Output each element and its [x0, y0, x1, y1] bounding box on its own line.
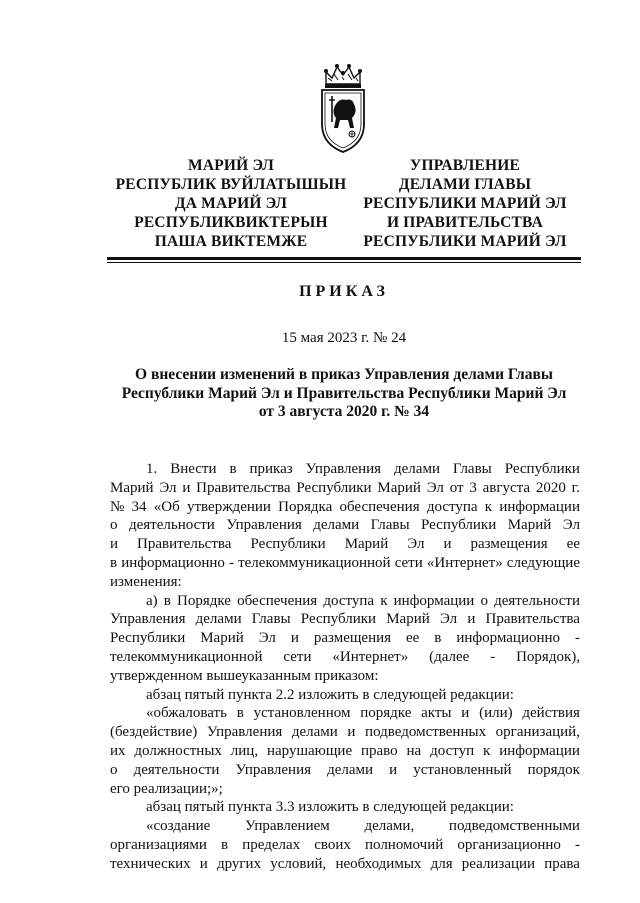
body-line: [110, 648, 580, 667]
body-word: «Об: [153, 498, 180, 515]
document-title-line: от 3 августа 2020 г. № 34: [258, 403, 430, 420]
body-word: организационно: [457, 836, 561, 853]
header-left-line: РЕСПУБЛИК ВУЙЛАТЫШЫН: [115, 176, 347, 193]
body-word: Эл: [258, 630, 276, 647]
document-date-number: 15 мая 2023 г. № 24: [281, 330, 407, 346]
body-word: нарушающие: [266, 742, 353, 759]
body-word: размещения: [313, 630, 392, 647]
body-word: и: [199, 855, 208, 872]
body-word: 34: [131, 498, 147, 515]
body-line: [110, 817, 580, 836]
body-line: [110, 554, 580, 573]
body-word: деятельности: [494, 592, 580, 609]
body-word: делами: [327, 761, 374, 778]
body-word: информации: [499, 498, 580, 515]
body-word: Управления: [235, 761, 311, 778]
body-word: Правительства: [485, 611, 580, 628]
body-word: технических: [110, 855, 191, 872]
body-line-text: утвержденном вышеуказанным приказом:: [110, 667, 379, 684]
body-word: (далее: [429, 648, 470, 665]
body-word: своих: [314, 836, 351, 853]
body-word: Управления: [226, 517, 302, 534]
body-word: организаций,: [495, 724, 580, 741]
body-word: Эл: [407, 536, 425, 553]
body-word: Республики: [300, 611, 377, 628]
header-right-line: РЕСПУБЛИКИ МАРИЙ ЭЛ: [363, 233, 567, 250]
body-word: условий,: [270, 855, 327, 872]
coat-of-arms-icon: [318, 62, 368, 154]
body-word: подведомственных: [365, 724, 487, 741]
document-title: [107, 366, 581, 422]
header-right-line: И ПРАВИТЕЛЬСТВА: [386, 214, 544, 231]
body-word: к: [380, 592, 388, 609]
body-word: (бездействие): [110, 724, 198, 741]
body-word: Марий: [344, 536, 389, 553]
body-word: -: [575, 630, 580, 647]
body-word: к: [483, 742, 491, 759]
body-line: [110, 742, 580, 761]
body-word: для: [430, 855, 453, 872]
body-line-text: абзац пятый пункта 2.2 изложить в следующей редакции:: [146, 686, 514, 703]
body-word: в: [236, 705, 244, 722]
body-word: (или): [479, 705, 513, 722]
body-word: Марий: [377, 479, 421, 496]
body-word: Главы: [370, 517, 410, 534]
body-word: на: [406, 742, 422, 759]
body-word: №: [110, 498, 125, 515]
body-word: акты: [421, 705, 452, 722]
body-line: [110, 761, 580, 780]
body-word: и: [443, 536, 452, 553]
body-word: о: [110, 761, 118, 778]
body-line: [110, 780, 580, 799]
body-word: 2020: [535, 479, 566, 496]
body-word: 1.: [146, 461, 158, 477]
body-line: [110, 498, 580, 517]
body-word: деятельности: [133, 761, 220, 778]
body-line: [110, 686, 580, 705]
body-word: Управления: [206, 724, 283, 741]
header-left-line: РЕСПУБЛИКВИКТЕРЫН: [134, 214, 328, 231]
body-word: -: [490, 648, 496, 665]
body-word: Эл: [426, 479, 444, 496]
body-word: Марий: [386, 611, 430, 628]
body-word: -: [229, 554, 234, 571]
body-word: августа: [482, 479, 531, 496]
body-word: лиц,: [230, 742, 259, 759]
header-left-line: МАРИЙ ЭЛ: [188, 157, 274, 174]
body-word: и: [389, 761, 398, 778]
body-word: сети: [283, 648, 312, 665]
body-word: Республики: [296, 479, 372, 496]
header-right-line: РЕСПУБЛИКИ МАРИЙ ЭЛ: [363, 195, 567, 212]
body-word: «Интернет»: [332, 648, 409, 665]
body-word: к: [484, 498, 493, 515]
header-right-line: УПРАВЛЕНИЕ: [409, 157, 521, 174]
body-line: [110, 798, 580, 817]
body-word: о: [480, 592, 488, 609]
header-divider-thick: [107, 257, 581, 260]
header-divider-thin: [107, 262, 581, 263]
body-line: [110, 535, 580, 554]
body-word: ее: [566, 536, 580, 553]
body-word: порядок: [527, 761, 580, 778]
header-left-line: ПАША ВИКТЕМЖЕ: [154, 233, 308, 250]
body-word: доступ: [430, 742, 475, 759]
document-title-line: Республики Марий Эл и Правительства Республики Марий Эл: [121, 384, 567, 402]
document-body: [110, 460, 580, 874]
body-word: Республики: [250, 536, 326, 553]
body-word: телекоммуникационной: [110, 648, 263, 665]
body-word: Внести: [170, 461, 217, 477]
body-word: право: [360, 742, 398, 759]
body-word: действия: [522, 705, 580, 722]
body-word: права: [544, 855, 580, 872]
body-word: Управления: [305, 461, 382, 477]
body-word: Главы: [251, 611, 291, 628]
body-word: в: [434, 630, 442, 647]
body-word: от: [449, 479, 464, 496]
body-word: Порядка: [278, 498, 333, 515]
body-line: [110, 704, 580, 723]
body-word: установленном: [253, 705, 351, 722]
body-word: и: [461, 705, 470, 722]
body-word: делами: [291, 724, 338, 741]
body-word: в: [163, 592, 171, 609]
body-line-text: изменения:: [110, 573, 182, 590]
body-word: полномочий: [364, 836, 444, 853]
header-left-line: ДА МАРИЙ ЭЛ: [174, 195, 288, 212]
body-word: Главы: [452, 461, 492, 477]
body-word: Управления: [110, 611, 186, 628]
body-line: [110, 516, 580, 535]
body-word: других: [216, 855, 262, 872]
body-word: «создание: [146, 818, 211, 835]
body-word: Эл: [439, 611, 458, 628]
body-word: делами,: [364, 818, 415, 835]
body-word: информационно: [121, 554, 225, 571]
body-word: а): [146, 592, 158, 609]
body-word: приказ: [249, 461, 293, 477]
body-word: Республики: [110, 630, 186, 647]
body-word: делами: [195, 611, 242, 628]
body-word: реализации: [461, 855, 536, 872]
body-word: обеспечения: [237, 592, 318, 609]
document-type: ПРИКАЗ: [299, 283, 389, 300]
body-word: доступа: [323, 592, 375, 609]
body-line-text: абзац пятый пункта 3.3 изложить в следующей редакции:: [146, 799, 514, 816]
body-line: [110, 610, 580, 629]
body-line: [110, 667, 580, 686]
body-word: и: [467, 611, 476, 628]
body-word: сети: [394, 554, 423, 571]
body-word: Правительства: [196, 479, 291, 496]
body-word: пределах: [242, 836, 301, 853]
body-word: Управлением: [245, 818, 330, 835]
body-word: информационно: [456, 630, 561, 647]
body-word: организациями: [110, 836, 207, 853]
body-word: и: [182, 479, 191, 496]
body-word: информации: [393, 592, 475, 609]
body-word: доступа: [426, 498, 478, 515]
body-word: и: [110, 536, 119, 553]
header-left-marij: [106, 156, 356, 251]
body-word: «Интернет»: [426, 554, 503, 571]
body-word: обеспечения: [339, 498, 420, 515]
body-word: Марий: [110, 479, 154, 496]
body-word: в: [229, 461, 237, 477]
body-word: Порядок),: [516, 648, 580, 665]
header-right-russian: [345, 156, 585, 251]
body-word: Порядке: [177, 592, 231, 609]
body-word: и: [347, 724, 356, 741]
body-word: 3: [469, 479, 477, 496]
body-line: [110, 460, 580, 479]
body-word: в: [110, 554, 118, 571]
body-word: установленный: [413, 761, 512, 778]
body-word: деятельности: [128, 517, 215, 534]
body-line: [110, 592, 580, 611]
body-word: Марий: [507, 517, 552, 534]
body-line: [110, 479, 580, 498]
body-word: следующие: [506, 554, 580, 571]
body-word: информации: [499, 742, 580, 759]
body-word: Марий: [200, 630, 244, 647]
header-right-line: ДЕЛАМИ ГЛАВЫ: [398, 176, 532, 193]
body-word: ее: [406, 630, 420, 647]
body-word: Республики: [504, 461, 580, 477]
body-line: [110, 723, 580, 742]
body-word: Правительства: [137, 536, 232, 553]
body-word: Республики: [421, 517, 497, 534]
body-line: [110, 573, 580, 592]
body-word: -: [575, 836, 580, 853]
document-title-line: О внесении изменений в приказ Управления делами Главы: [135, 366, 553, 383]
body-word: о: [110, 517, 118, 534]
body-word: их: [110, 742, 126, 759]
body-word: должностных: [134, 742, 222, 759]
body-word: порядке: [360, 705, 412, 722]
body-word: делами: [394, 461, 440, 477]
body-word: в: [221, 836, 229, 853]
body-word: Эл: [159, 479, 177, 496]
body-word: делами: [313, 517, 360, 534]
body-line: [110, 629, 580, 648]
body-line: [110, 836, 580, 855]
body-word: и: [290, 630, 299, 647]
body-word: подведомственными: [448, 818, 580, 835]
body-word: телекоммуникационной: [238, 554, 391, 571]
body-line-text: его реализации;»;: [110, 780, 223, 797]
body-word: «обжаловать: [146, 705, 227, 722]
body-word: Эл: [562, 517, 580, 534]
body-word: необходимых: [335, 855, 422, 872]
body-word: г.: [571, 479, 580, 496]
body-word: утверждении: [186, 498, 271, 515]
body-word: размещения: [470, 536, 548, 553]
body-line: [110, 855, 580, 874]
